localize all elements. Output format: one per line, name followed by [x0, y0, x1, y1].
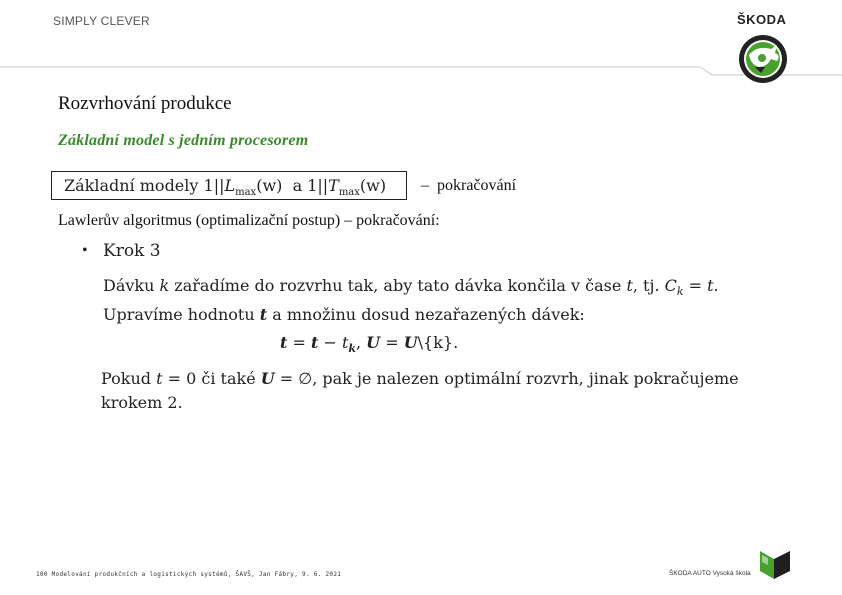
box-w-1: (w)	[256, 176, 283, 195]
text-run: = ∅, pak je nalezen optimální rozvrh, jinak pokračujeme krokem 2.	[101, 369, 739, 412]
update-formula	[280, 333, 458, 355]
box-l: L	[224, 176, 236, 195]
text-run: = 0 či také	[162, 369, 261, 388]
step-description	[103, 274, 763, 326]
math-u-bold: U	[403, 333, 418, 352]
tagline: SIMPLY CLEVER	[53, 14, 150, 28]
math-t-bold: t	[259, 305, 268, 325]
step-line-2	[103, 303, 763, 326]
math-tk: t	[341, 333, 349, 352]
math-tk-sub: k	[348, 342, 356, 356]
bullet: •	[82, 242, 88, 259]
skoda-logo-icon	[737, 33, 789, 85]
header-divider	[0, 0, 842, 80]
math-t: t	[156, 369, 163, 388]
step-label: Krok 3	[103, 241, 161, 261]
box-max-1: max	[235, 187, 257, 199]
termination-condition	[101, 367, 741, 415]
math-t: t	[707, 276, 714, 295]
math-ck: C	[664, 276, 677, 295]
text-run: a množinu dosud nezařazených dávek:	[267, 305, 585, 325]
footer-citation: 100 Modelování produkčních a logistických systémů, ŠAVŠ, Jan Fábry, 9. 6. 2021	[36, 571, 342, 578]
brand-name: ŠKODA	[737, 12, 787, 27]
math-k: k	[159, 276, 170, 295]
math-t-bold: t	[310, 333, 319, 352]
text-run: ,	[356, 333, 367, 352]
text-run: Pokud	[101, 369, 157, 388]
text-run: −	[318, 333, 342, 352]
text-run: .	[713, 276, 719, 295]
text-run: \{k}.	[417, 333, 459, 352]
text-run: =	[683, 276, 708, 295]
school-logo-icon	[758, 549, 792, 581]
continuation-label: – pokračování	[421, 177, 517, 194]
box-mid: a 1||	[282, 176, 329, 195]
math-t-bold: t	[280, 333, 288, 352]
text-run: Dávku	[103, 276, 160, 295]
math-t: t	[626, 276, 633, 295]
model-box	[51, 171, 407, 200]
math-u-bold: U	[366, 333, 381, 352]
box-w-2: (w)	[359, 176, 387, 195]
math-ck-sub: k	[676, 285, 684, 299]
box-max-2: max	[338, 187, 360, 199]
step-line-1	[103, 274, 763, 303]
text-run: zařadíme do rozvrhu tak, aby tato dávka končila v čase	[169, 276, 627, 295]
footer-brand: ŠKODA AUTO Vysoká škola	[669, 570, 751, 577]
section-subtitle: Základní model s jedním procesorem	[58, 132, 309, 149]
text-run: , tj.	[632, 276, 665, 295]
algorithm-heading: Lawlerův algoritmus (optimalizační postup) – pokračování:	[58, 212, 440, 229]
box-t: T	[328, 176, 339, 195]
text-run: =	[287, 333, 311, 352]
text-run: =	[380, 333, 404, 352]
math-u-bold: U	[260, 369, 275, 388]
box-prefix: Základní modely 1||	[64, 176, 225, 195]
text-run: Upravíme hodnotu	[103, 305, 260, 325]
page-title: Rozvrhování produkce	[58, 93, 232, 114]
